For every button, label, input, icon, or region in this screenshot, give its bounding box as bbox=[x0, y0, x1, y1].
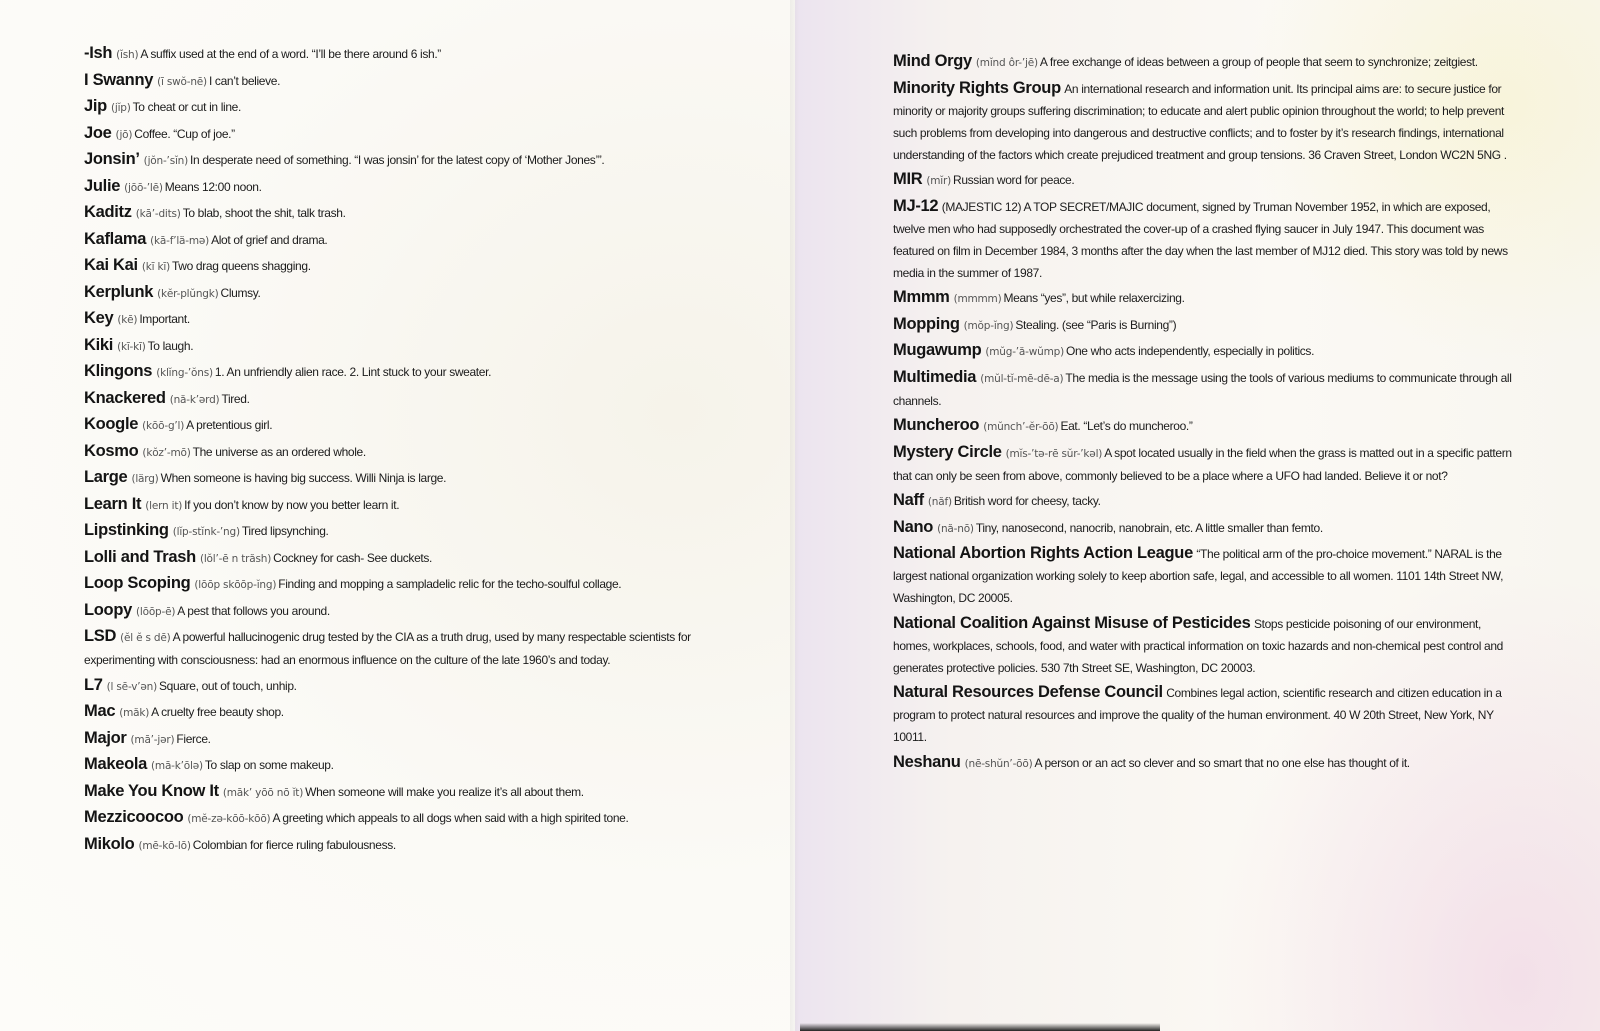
glossary-entry bbox=[84, 625, 694, 671]
entry-definition: A suffix used at the end of a word. “I’ll be there around 6 ish.” bbox=[140, 47, 441, 61]
entry-term: MIR bbox=[893, 170, 923, 188]
entry-term: Mmmm bbox=[893, 288, 950, 306]
glossary-entry bbox=[893, 751, 1513, 775]
entry-definition: When someone is having big success. Willi Ninja is large. bbox=[160, 471, 447, 485]
entry-pronunciation: (mŭg-’ă-wŭmp) bbox=[985, 346, 1064, 358]
entry-term: Naff bbox=[893, 491, 924, 509]
entry-pronunciation: (măk) bbox=[119, 707, 150, 719]
entry-definition: “The political arm of the pro-choice movement.” NARAL is the largest national organization working solely to keep abortion safe, legal, and accessible to all women. 1101 14th Street NW, Washington, DC 20005. bbox=[893, 547, 1504, 605]
entry-definition: Means “yes”, but while relaxercizing. bbox=[1003, 291, 1185, 305]
entry-term: Knackered bbox=[84, 388, 166, 407]
left-page bbox=[0, 0, 795, 1031]
entry-definition: Means 12:00 noon. bbox=[164, 179, 262, 194]
entry-definition: (MAJESTIC 12) A TOP SECRET/MAJIC document, signed by Truman November 1952, in which are exposed, twelve men who had supposedly orchestrated the cover-up of a crashed flying saucer in July 1947. This document was featured on film in December 1984, 3 months after the day when the last member of MJ12 died. This story was told by news media in the summer of 1987. bbox=[893, 199, 1508, 280]
glossary-entry bbox=[84, 175, 694, 199]
entry-pronunciation: (kŏz’-mō) bbox=[142, 446, 191, 459]
entry-pronunciation: (kī-kī) bbox=[117, 340, 146, 353]
entry-definition: Stealing. (see “Paris is Burning”) bbox=[1015, 317, 1177, 332]
entry-definition: To laugh. bbox=[147, 338, 194, 353]
entry-definition: The media is the message using the tools of various mediums to communicate through all channels. bbox=[893, 370, 1512, 408]
entry-term: -Ish bbox=[84, 44, 113, 62]
entry-definition: Important. bbox=[139, 312, 190, 326]
entry-definition: An international research and information unit. Its principal aims are: to secure justice for minority or majority groups suffering discrimination; to educate and alert public opinion throughout the world; to help prevent such problems from developing into dangerous and destructive conflicts; and to foster by it’s research findings, international understanding of the factors which create prejudiced treatment and group tensions. 36 Craven Street, London WC2N 5NG . bbox=[893, 81, 1507, 162]
entry-pronunciation: (nă-k’ərd) bbox=[169, 393, 220, 406]
entry-term: Kaflama bbox=[84, 229, 147, 248]
entry-definition: Combines legal action, scientific research and citizen education in a program to protect natural resources and improve the quality of the human environment. 40 W 20th Street, New York, NY 10011. bbox=[893, 686, 1502, 744]
glossary-entry bbox=[84, 519, 694, 543]
entry-term: Lolli and Trash bbox=[84, 547, 196, 566]
entry-definition: A greeting which appeals to all dogs when said with a high spirited tone. bbox=[272, 811, 629, 825]
entry-definition: To cheat or cut in line. bbox=[132, 100, 241, 114]
entry-definition: To slap on some makeup. bbox=[204, 758, 334, 772]
entry-definition: A powerful hallucinogenic drug tested by the CIA as a truth drug, used by many respectable scientists for experimenting with consciousness: had an enormous influence on the culture of the late 1960’s and today. bbox=[84, 630, 691, 667]
entry-term: Klingons bbox=[84, 362, 153, 380]
entry-pronunciation: (nă-nō) bbox=[937, 522, 974, 535]
entry-definition: In desperate need of something. “I was jonsin’ for the latest copy of ‘Mother Jones’”. bbox=[190, 153, 605, 167]
entry-pronunciation: (mē-kō-lō) bbox=[138, 839, 191, 852]
entry-term: National Abortion Rights Action League bbox=[893, 544, 1193, 562]
glossary-entry bbox=[893, 50, 1513, 74]
entry-definition: A free exchange of ideas between a group of people that seem to synchronize; zeitgiest. bbox=[1039, 55, 1478, 69]
right-page bbox=[795, 0, 1600, 1031]
entry-term: Joe bbox=[84, 123, 112, 142]
entry-pronunciation: (lern it) bbox=[145, 499, 183, 512]
entry-pronunciation: (ī swŏ-nē) bbox=[157, 75, 207, 88]
glossary-entry bbox=[84, 546, 694, 570]
glossary-entry bbox=[84, 201, 694, 225]
entry-definition: If you don’t know by now you better learn it. bbox=[184, 497, 400, 512]
entry-term: Neshanu bbox=[893, 752, 961, 771]
entry-definition: 1. An unfriendly alien race. 2. Lint stuck to your sweater. bbox=[214, 365, 492, 379]
entry-term: Koogle bbox=[84, 415, 139, 433]
entry-term: Natural Resources Defense Council bbox=[893, 683, 1163, 701]
entry-pronunciation: (lŏl’-ē n trăsh) bbox=[199, 552, 272, 565]
entry-term: National Coalition Against Misuse of Pesticides bbox=[893, 613, 1251, 632]
entry-pronunciation: (ĭsh) bbox=[116, 49, 139, 61]
entry-term: MJ-12 bbox=[893, 196, 939, 215]
glossary-entry bbox=[84, 806, 694, 830]
entry-definition: A pretentious girl. bbox=[186, 418, 273, 432]
glossary-entry bbox=[84, 307, 694, 331]
entry-term: Kai Kai bbox=[84, 256, 138, 274]
entry-pronunciation: (l sē-v’ən) bbox=[106, 680, 158, 693]
glossary-entry bbox=[893, 339, 1513, 363]
entry-term: Makeola bbox=[84, 755, 148, 773]
entry-pronunciation: (mā-k’ōlə) bbox=[151, 760, 203, 772]
glossary-entry bbox=[893, 516, 1513, 540]
glossary-entry bbox=[84, 780, 694, 804]
entry-definition: Square, out of touch, unhip. bbox=[159, 678, 297, 693]
glossary-entry bbox=[84, 122, 694, 146]
entry-term: Loopy bbox=[84, 600, 132, 619]
entry-pronunciation: (mā’-jər) bbox=[130, 733, 175, 746]
entry-term: Julie bbox=[84, 176, 121, 195]
entry-pronunciation: (năf) bbox=[927, 496, 952, 508]
entry-pronunciation: (kā’-dits) bbox=[135, 208, 181, 220]
entry-pronunciation: (kĕr-plŭngk) bbox=[157, 287, 219, 300]
entry-pronunciation: (jĭp) bbox=[110, 102, 131, 114]
glossary-entry bbox=[84, 387, 694, 411]
entry-definition: Russian word for peace. bbox=[953, 173, 1075, 187]
entry-term: Make You Know It bbox=[84, 781, 219, 800]
glossary-entry bbox=[893, 681, 1513, 748]
entry-pronunciation: (jōō-’lē) bbox=[124, 181, 163, 194]
entry-definition: Alot of grief and drama. bbox=[211, 232, 328, 247]
entry-term: LSD bbox=[84, 627, 117, 645]
entry-definition: Tiny, nanosecond, nanocrib, nanobrain, etc. A little smaller than femto. bbox=[975, 520, 1323, 535]
glossary-entry bbox=[84, 360, 694, 384]
entry-pronunciation: (mmmm) bbox=[953, 293, 1002, 305]
entry-term: Mac bbox=[84, 702, 116, 720]
glossary-entry bbox=[893, 195, 1513, 284]
entry-term: Key bbox=[84, 309, 114, 327]
glossary-entry bbox=[84, 69, 694, 93]
entry-definition: Clumsy. bbox=[220, 285, 261, 300]
entry-term: Mind Orgy bbox=[893, 52, 972, 70]
glossary-entry bbox=[84, 95, 694, 119]
entry-pronunciation: (lōōp-ē) bbox=[136, 605, 176, 618]
book-gutter bbox=[790, 0, 802, 1031]
entry-pronunciation: (mĭr) bbox=[926, 175, 952, 187]
entry-definition: One who acts independently, especially in politics. bbox=[1065, 344, 1315, 358]
glossary-entry bbox=[84, 833, 694, 857]
entry-pronunciation: (mŭl-tĭ-mē-dē-a) bbox=[980, 372, 1064, 385]
entry-pronunciation: (kā-f’lä-mə) bbox=[150, 234, 210, 247]
entry-definition: Eat. “Let’s do muncheroo.” bbox=[1060, 419, 1193, 433]
entry-pronunciation: (lĭp-stĭnk-’ng) bbox=[172, 526, 240, 538]
entry-pronunciation: (lōōp skōōp-ĭng) bbox=[194, 579, 277, 591]
glossary-entry bbox=[893, 441, 1513, 487]
entry-definition: A cruelty free beauty shop. bbox=[151, 705, 284, 719]
entry-definition: Tired. bbox=[221, 391, 250, 406]
entry-definition: Stops pesticide poisoning of our environment, homes, workplaces, schools, food, and water with practical information on toxic hazards and non-chemical pest control and generates protective policies. 530 7th Street SE, Washington, DC 20003. bbox=[893, 616, 1503, 675]
glossary-entry bbox=[84, 440, 694, 464]
entry-pronunciation: (klĭng-’ŏns) bbox=[156, 367, 213, 379]
entry-definition: Fierce. bbox=[176, 731, 211, 746]
entry-definition: I can’t believe. bbox=[208, 73, 281, 88]
entry-pronunciation: (jŏn-’sĭn) bbox=[143, 155, 189, 167]
glossary-entry bbox=[84, 727, 694, 751]
entry-term: Mystery Circle bbox=[893, 442, 1002, 461]
glossary-entry bbox=[84, 228, 694, 252]
glossary-entry bbox=[84, 42, 694, 66]
entry-definition: Coffee. “Cup of joe.” bbox=[134, 126, 235, 141]
entry-pronunciation: (mĕ-zə-kōō-kōō) bbox=[187, 813, 271, 825]
entry-term: Multimedia bbox=[893, 367, 977, 386]
entry-pronunciation: (jō) bbox=[115, 128, 133, 141]
entry-pronunciation: (mŏp-ĭng) bbox=[963, 319, 1014, 332]
glossary-entry bbox=[893, 542, 1513, 609]
entry-pronunciation: (nē-shŭn’-ōō) bbox=[964, 757, 1033, 770]
entry-definition: A person or an act so clever and so smart that no one else has thought of it. bbox=[1034, 755, 1410, 770]
entry-pronunciation: (mĭnd ôr-’jē) bbox=[975, 57, 1038, 69]
glossary-entry bbox=[84, 334, 694, 358]
glossary-entry bbox=[84, 493, 694, 517]
entry-pronunciation: (kē) bbox=[117, 314, 138, 326]
entry-definition: A spot located usually in the field when the grass is matted out in a specific pattern that can only be seen from above, commonly believed to be a place where a UFO had landed. Believe it or not? bbox=[893, 445, 1512, 483]
entry-term: Mikolo bbox=[84, 834, 135, 853]
glossary-entry bbox=[893, 414, 1513, 438]
entry-definition: A pest that follows you around. bbox=[177, 603, 330, 618]
entry-definition: Tired lipsynching. bbox=[241, 524, 329, 538]
glossary-entry bbox=[893, 313, 1513, 337]
entry-term: Mopping bbox=[893, 314, 960, 333]
glossary-entry bbox=[84, 413, 694, 437]
glossary-entry bbox=[893, 286, 1513, 310]
entry-definition: Cockney for cash- See duckets. bbox=[273, 550, 433, 565]
entry-pronunciation: (mŭnch’-ĕr-ōō) bbox=[983, 421, 1059, 433]
entry-pronunciation: (māk’ yōō nō ĭt) bbox=[222, 786, 304, 799]
glossary-entry bbox=[84, 148, 694, 172]
right-glossary-column bbox=[893, 50, 1513, 777]
entry-term: L7 bbox=[84, 675, 103, 694]
entry-definition: Finding and mopping a sampladelic relic for the techo-soulful collage. bbox=[278, 577, 622, 591]
scan-edge-shadow bbox=[800, 1023, 1160, 1031]
entry-definition: To blab, shoot the shit, talk trash. bbox=[182, 206, 346, 220]
entry-definition: British word for cheesy, tacky. bbox=[953, 494, 1101, 508]
entry-term: Jip bbox=[84, 97, 107, 115]
glossary-entry bbox=[84, 466, 694, 490]
entry-pronunciation: (mĭs-’tə-rē sŭr-’kəl) bbox=[1005, 447, 1103, 460]
entry-pronunciation: (lärg) bbox=[131, 473, 159, 485]
entry-pronunciation: (ĕl ĕ s dē) bbox=[120, 632, 171, 644]
glossary-entry bbox=[893, 366, 1513, 412]
left-glossary-column bbox=[84, 42, 694, 859]
entry-term: Muncheroo bbox=[893, 416, 980, 434]
entry-term: Learn It bbox=[84, 494, 142, 513]
entry-pronunciation: (kī kī) bbox=[141, 261, 170, 273]
glossary-entry bbox=[893, 77, 1513, 166]
entry-term: Kiki bbox=[84, 335, 114, 354]
entry-term: Kerplunk bbox=[84, 282, 154, 301]
entry-pronunciation: (kōō-g’l) bbox=[142, 420, 185, 432]
entry-term: Jonsin’ bbox=[84, 150, 140, 168]
entry-term: Large bbox=[84, 468, 128, 486]
entry-term: Mezzicoocoo bbox=[84, 808, 184, 826]
glossary-entry bbox=[84, 753, 694, 777]
entry-term: Kaditz bbox=[84, 203, 132, 221]
glossary-entry bbox=[84, 674, 694, 698]
glossary-entry bbox=[84, 599, 694, 623]
entry-definition: Colombian for fierce ruling fabulousness. bbox=[192, 837, 396, 852]
glossary-entry bbox=[893, 168, 1513, 192]
entry-term: Loop Scoping bbox=[84, 574, 191, 592]
glossary-entry bbox=[84, 254, 694, 278]
glossary-entry bbox=[84, 572, 694, 596]
glossary-entry bbox=[893, 489, 1513, 513]
entry-term: I Swanny bbox=[84, 70, 154, 89]
glossary-entry bbox=[84, 281, 694, 305]
entry-term: Nano bbox=[893, 517, 934, 536]
entry-term: Minority Rights Group bbox=[893, 78, 1061, 97]
entry-term: Kosmo bbox=[84, 441, 139, 460]
glossary-entry bbox=[84, 700, 694, 724]
entry-definition: Two drag queens shagging. bbox=[171, 259, 311, 273]
entry-definition: The universe as an ordered whole. bbox=[192, 444, 366, 459]
glossary-entry bbox=[893, 612, 1513, 679]
entry-term: Mugawump bbox=[893, 341, 982, 359]
entry-term: Major bbox=[84, 728, 127, 747]
entry-term: Lipstinking bbox=[84, 521, 169, 539]
entry-definition: When someone will make you realize it’s all about them. bbox=[305, 784, 584, 799]
